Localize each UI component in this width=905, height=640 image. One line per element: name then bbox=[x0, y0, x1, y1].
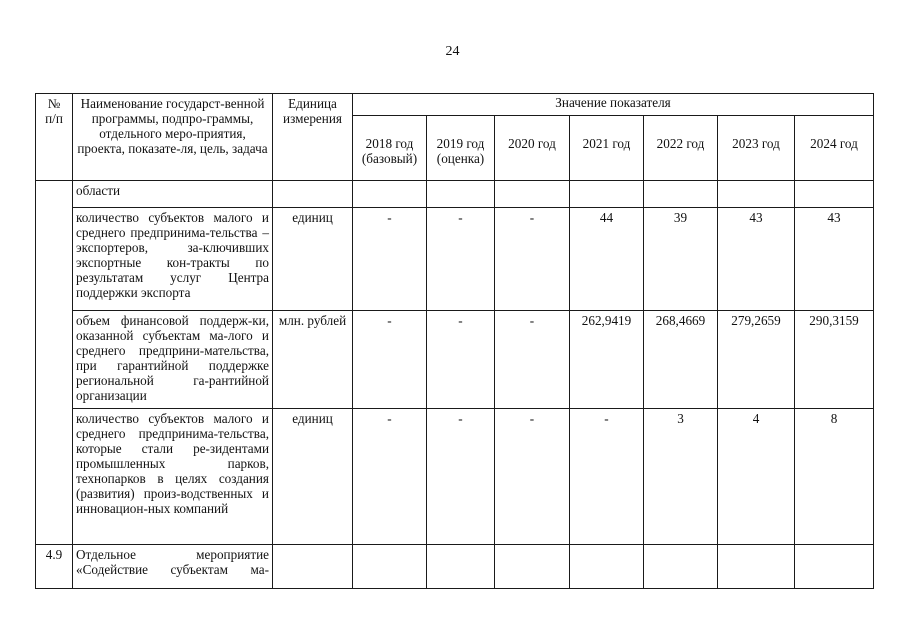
row-value bbox=[644, 545, 718, 589]
header-year: 2020 год bbox=[495, 116, 570, 181]
header-year: 2022 год bbox=[644, 116, 718, 181]
row-name: объем финансовой поддерж-ки, оказанной субъектам ма-лого и среднего предприни-мательства, при гарантийной поддержке региональной га-рантийной организации bbox=[73, 311, 273, 409]
row-value: - bbox=[353, 208, 427, 311]
row-value bbox=[570, 545, 644, 589]
row-num: 4.9 bbox=[36, 545, 73, 589]
row-value: - bbox=[495, 409, 570, 545]
table-row bbox=[36, 311, 874, 409]
table-row bbox=[36, 208, 874, 311]
page-number: 24 bbox=[445, 44, 460, 59]
row-unit bbox=[273, 181, 353, 208]
row-value bbox=[644, 181, 718, 208]
row-value bbox=[427, 545, 495, 589]
table-row bbox=[36, 409, 874, 545]
row-name: количество субъектов малого и среднего предпринима-тельства – экспортеров, за-ключивших экспортные кон-тракты по результатам услуг Центра поддержки экспорта bbox=[73, 208, 273, 311]
row-value bbox=[795, 181, 874, 208]
header-year: 2019 год (оценка) bbox=[427, 116, 495, 181]
header-unit: Единица измерения bbox=[273, 94, 353, 181]
row-value: - bbox=[570, 409, 644, 545]
row-value: - bbox=[427, 311, 495, 409]
header-num: № п/п bbox=[36, 94, 73, 181]
row-value: - bbox=[495, 311, 570, 409]
row-value: 44 bbox=[570, 208, 644, 311]
row-value: - bbox=[427, 409, 495, 545]
row-value bbox=[495, 181, 570, 208]
row-value: 290,3159 bbox=[795, 311, 874, 409]
header-row bbox=[36, 94, 874, 116]
row-value bbox=[718, 181, 795, 208]
row-num bbox=[36, 181, 73, 545]
header-year: 2018 год (базовый) bbox=[353, 116, 427, 181]
row-name: количество субъектов малого и среднего предпринима-тельства, которые стали ре-зидентами промышленных парков, технопарков в целях создания (развития) произ-водственных и инновацион-ных компаний bbox=[73, 409, 273, 545]
row-value: 268,4669 bbox=[644, 311, 718, 409]
header-year: 2024 год bbox=[795, 116, 874, 181]
row-value: 3 bbox=[644, 409, 718, 545]
row-unit: млн. рублей bbox=[273, 311, 353, 409]
header-name: Наименование государст-венной программы, подпро-граммы, отдельного меро-приятия, проекта, показате-ля, цель, задача bbox=[73, 94, 273, 181]
row-value bbox=[718, 545, 795, 589]
row-value bbox=[353, 545, 427, 589]
row-value bbox=[495, 545, 570, 589]
row-value: - bbox=[495, 208, 570, 311]
row-name: области bbox=[73, 181, 273, 208]
row-value: 43 bbox=[718, 208, 795, 311]
row-value: 279,2659 bbox=[718, 311, 795, 409]
row-value: - bbox=[353, 409, 427, 545]
indicators-table bbox=[35, 93, 874, 589]
row-value bbox=[427, 181, 495, 208]
table-row bbox=[36, 545, 874, 589]
row-value: 262,9419 bbox=[570, 311, 644, 409]
row-value: 8 bbox=[795, 409, 874, 545]
row-value bbox=[353, 181, 427, 208]
row-value bbox=[795, 545, 874, 589]
row-unit: единиц bbox=[273, 409, 353, 545]
row-value: - bbox=[427, 208, 495, 311]
row-value bbox=[570, 181, 644, 208]
row-value: 4 bbox=[718, 409, 795, 545]
row-value: 43 bbox=[795, 208, 874, 311]
row-value: - bbox=[353, 311, 427, 409]
header-value: Значение показателя bbox=[353, 94, 874, 116]
row-unit bbox=[273, 545, 353, 589]
row-name: Отдельное мероприятие «Содействие субъектам ма- bbox=[73, 545, 273, 589]
header-year: 2021 год bbox=[570, 116, 644, 181]
row-value: 39 bbox=[644, 208, 718, 311]
header-year: 2023 год bbox=[718, 116, 795, 181]
row-unit: единиц bbox=[273, 208, 353, 311]
table-row bbox=[36, 181, 874, 208]
